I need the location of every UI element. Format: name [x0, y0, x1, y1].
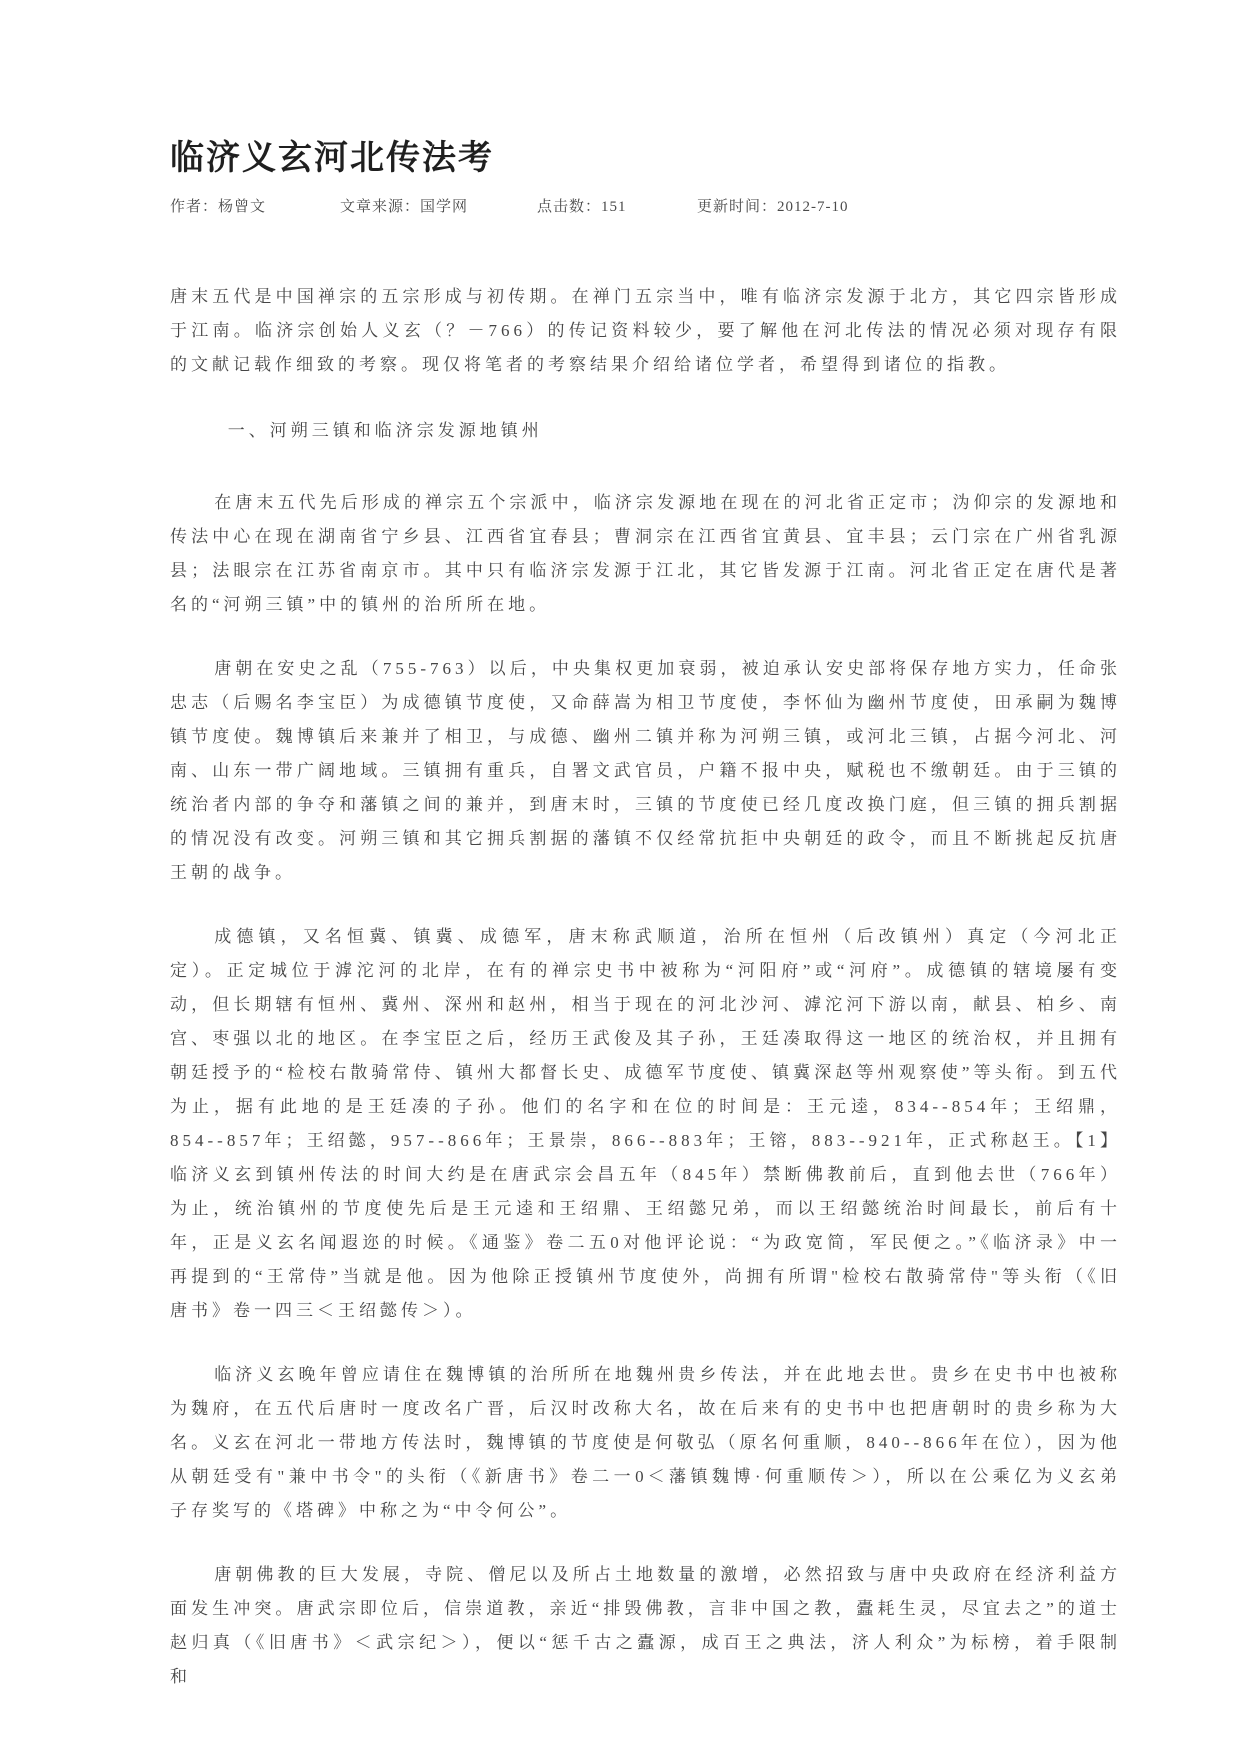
- article-body: [170, 280, 1121, 1694]
- paragraph: 唐朝佛教的巨大发展，寺院、僧尼以及所占土地数量的激增，必然招致与唐中央政府在经济利益方面发生冲突。唐武宗即位后，信崇道教，亲近“排毁佛教，言非中国之教，蠹耗生灵，尽宜去之”的道士赵归真（《旧唐书》＜武宗纪＞），便以“惩千古之蠹源，成百王之典法，济人利众”为标榜，着手限制和: [170, 1564, 1121, 1686]
- meta-source: 文章来源：国学网: [340, 198, 469, 215]
- paragraph: 临济义玄晚年曾应请住在魏博镇的治所所在地魏州贵乡传法，并在此地去世。贵乡在史书中也被称为魏府，在五代后唐时一度改名广晋，后汉时改称大名，故在后来有的史书中也把唐朝时的贵乡称为大名。义玄在河北一带地方传法时，魏博镇的节度使是何敬弘（原名何重顺，840--866年在位），因为他从朝廷受有"兼中书令"的头衔（《新唐书》卷二一0＜藩镇魏博·何重顺传＞），所以在公乘亿为义玄弟子存奖写的《塔碑》中称之为“中令何公”。: [170, 1364, 1121, 1520]
- article-meta: [170, 195, 1121, 216]
- section-heading-1: 一、河朔三镇和临济宗发源地镇州: [227, 420, 543, 440]
- meta-author: 作者：杨曾文: [170, 198, 267, 215]
- paragraph-intro: 唐末五代是中国禅宗的五宗形成与初传期。在禅门五宗当中，唯有临济宗发源于北方，其它四宗皆形成于江南。临济宗创始人义玄（？－766）的传记资料较少，要了解他在河北传法的情况必须对现存有限的文献记载作细致的考察。现仅将笔者的考察结果介绍给诸位学者，希望得到诸位的指教。: [170, 286, 1121, 374]
- meta-updated: 更新时间：2012-7-10: [697, 198, 849, 215]
- paragraph: 在唐末五代先后形成的禅宗五个宗派中，临济宗发源地在现在的河北省正定市；沩仰宗的发源地和传法中心在现在湖南省宁乡县、江西省宜春县；曹洞宗在江西省宜黄县、宜丰县；云门宗在广州省乳源县；法眼宗在江苏省南京市。其中只有临济宗发源于江北，其它皆发源于江南。河北省正定在唐代是著名的“河朔三镇”中的镇州的治所所在地。: [170, 492, 1121, 614]
- paragraph: 成德镇，又名恒冀、镇冀、成德军，唐末称武顺道，治所在恒州（后改镇州）真定（今河北正定）。正定城位于滹沱河的北岸，在有的禅宗史书中被称为“河阳府”或“河府”。成德镇的辖境屡有变动，但长期辖有恒州、冀州、深州和赵州，相当于现在的河北沙河、滹沱河下游以南，献县、柏乡、南宫、枣强以北的地区。在李宝臣之后，经历王武俊及其子孙，王廷凑取得这一地区的统治权，并且拥有朝廷授予的“检校右散骑常侍、镇州大都督长史、成德军节度使、镇冀深赵等州观察使”等头衔。到五代为止，据有此地的是王廷凑的子孙。他们的名字和在位的时间是：王元逵，834--854年；王绍鼎，854--857年；王绍懿，957--866年；王景崇，866--883年；王镕，883--921年，正式称赵王。【1】临济义玄到镇州传法的时间大约是在唐武宗会昌五年（845年）禁断佛教前后，直到他去世（766年）为止，统治镇州的节度使先后是王元逵和王绍鼎、王绍懿兄弟，而以王绍懿统治时间最长，前后有十年，正是义玄名闻遐迩的时候。《通鉴》卷二五0对他评论说：“为政宽简，军民便之。”《临济录》中一再提到的“王常侍”当就是他。因为他除正授镇州节度使外，尚拥有所谓"检校右散骑常侍"等头衔（《旧唐书》卷一四三＜王绍懿传＞）。: [170, 926, 1121, 1320]
- article-title: 临济义玄河北传法考: [170, 140, 494, 177]
- paragraph: 唐朝在安史之乱（755-763）以后，中央集权更加衰弱，被迫承认安史部将保存地方实力，任命张忠志（后赐名李宝臣）为成德镇节度使，又命薛嵩为相卫节度使，李怀仙为幽州节度使，田承嗣为魏博镇节度使。魏博镇后来兼并了相卫，与成德、幽州二镇并称为河朔三镇，或河北三镇，占据今河北、河南、山东一带广阔地域。三镇拥有重兵，自署文武官员，户籍不报中央，赋税也不缴朝廷。由于三镇的统治者内部的争夺和藩镇之间的兼并，到唐末时，三镇的节度使已经几度改换门庭，但三镇的拥兵割据的情况没有改变。河朔三镇和其它拥兵割据的藩镇不仅经常抗拒中央朝廷的政令，而且不断挑起反抗唐王朝的战争。: [170, 658, 1121, 882]
- meta-hits: 点击数：151: [537, 198, 627, 215]
